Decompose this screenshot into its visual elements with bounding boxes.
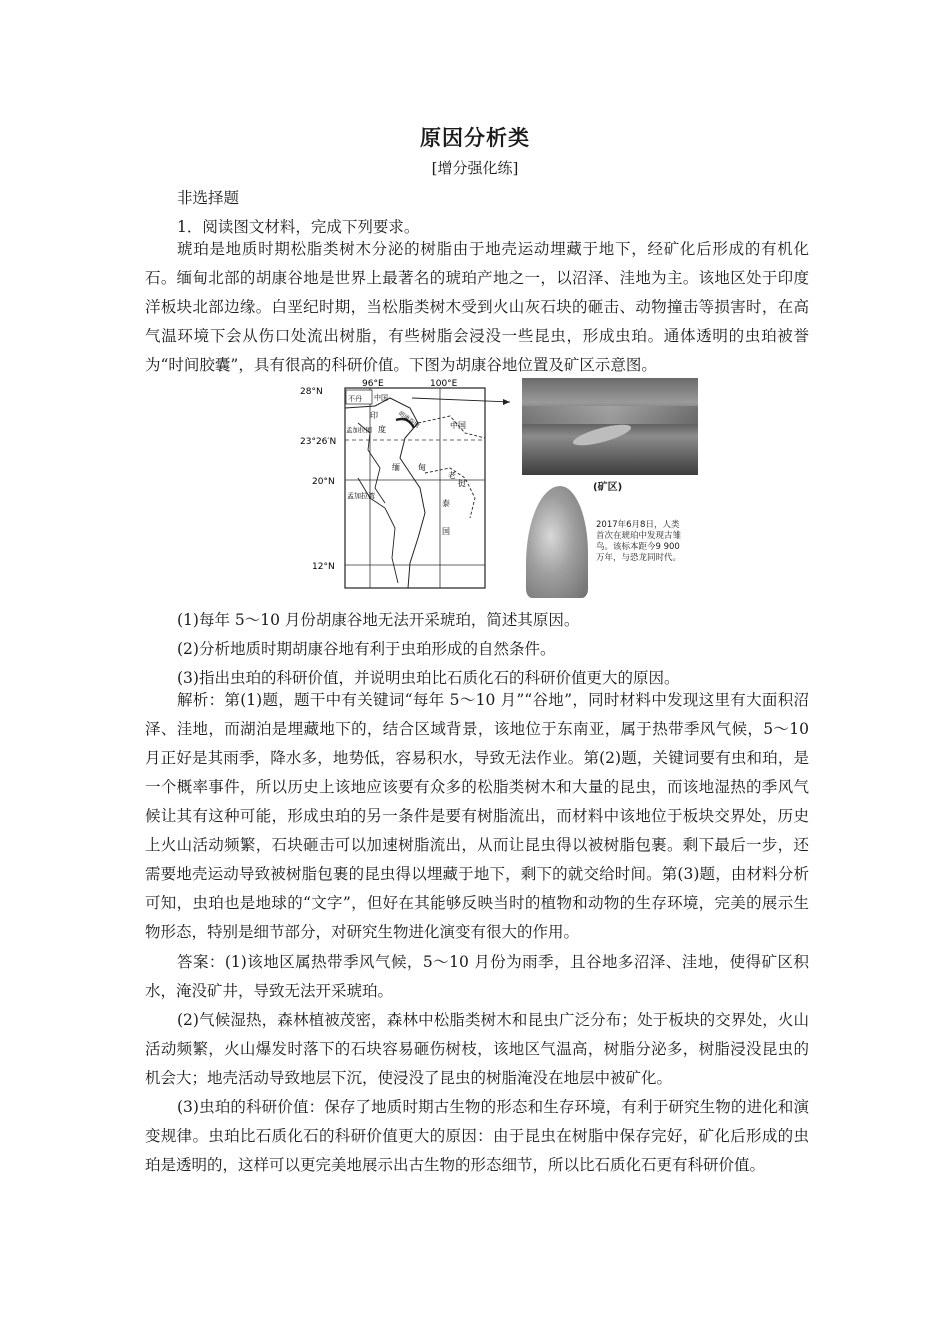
map-label-india-1: 印	[370, 411, 378, 420]
question-intro: 1．阅读图文材料，完成下列要求。	[177, 218, 420, 236]
map-label-bay-of-bengal: 孟加拉湾	[347, 492, 375, 500]
section-heading: 非选择题	[177, 189, 240, 207]
material-paragraph: 琥珀是地质时期松脂类树木分泌的树脂由于地壳运动埋藏于地下，经矿化后形成的有机化石。缅甸北部的胡康谷地是世界上最著名的琥珀产地之一，以沼泽、洼地为主。该地区处于印度洋板块北部边缘。白垩纪时期，当松脂类树木受到火山灰石块的砸击、动物撞击等损害时，在高气温环境下会从伤口处流出树脂，有些树脂会浸没一些昆虫，形成虫珀。通体透明的虫珀被誉为“时间胶囊”，具有很高的科研价值。下图为胡康谷地位置及矿区示意图。	[145, 240, 809, 374]
map-label-bangladesh: 孟加拉国	[346, 426, 372, 434]
map-graphic	[300, 378, 510, 598]
map-label-thailand-2: 国	[442, 527, 450, 536]
map-label-thailand-1: 泰	[442, 499, 450, 508]
question-2: (2)分析地质时期胡康谷地有利于虫珀形成的自然条件。	[177, 640, 556, 658]
map-label-hukawng: 胡康谷地	[396, 409, 421, 430]
map-label-india-2: 度	[378, 425, 386, 434]
question-1: (1)每年 5～10 月份胡康谷地无法开采琥珀，简述其原因。	[177, 611, 580, 629]
map-label-laos-1: 老	[448, 471, 456, 480]
mine-area-photo	[522, 378, 698, 475]
map-label-myanmar-1: 缅	[392, 463, 400, 472]
analysis-paragraph: 解析：第(1)题，题干中有关键词“每年 5～10 月”“谷地”，同时材料中发现这里有大面积沼泽、洼地，而湖泊是埋藏地下的，结合区域背景，该地位于东南亚，属于热带季风气候，5～10 月正好是其雨季，降水多，地势低，容易积水，导致无法作业。第(2)题，关键词要有虫和珀，是一个概率事件，所以历史上该地应该要有众多的松脂类树木和大量的昆虫，而该地湿热的季风气候让其有这种可能，形成虫珀的另一条件是要有树脂流出，而材料中该地位于板块交界处，历史上火山活动频繁，石块砸击可以加速树脂流出，从而让昆虫得以被树脂包裹。剩下最后一步，还需要地壳运动导致被树脂包裹的昆虫得以埋藏于地下，剩下的就交给时间。第(3)题，由材料分析可知，虫珀也是地球的“文字”，但好在其能够反映当时的植物和动物的生存环境，完美的展示生物形态，特别是细节部分，对研究生物进化演变有很大的作用。	[145, 691, 809, 941]
question-3: (3)指出虫珀的科研价值，并说明虫珀比石质化石的科研价值更大的原因。	[177, 669, 680, 687]
lat-label-28: 28°N	[300, 387, 323, 397]
map-hukawng-valley	[300, 378, 510, 598]
mine-area-caption: (矿区)	[593, 482, 623, 493]
amber-note: 2017年6月8日，人类首次在琥珀中发现古雏鸟。该标本距今9 900万年，与恐龙同时代。	[596, 520, 682, 563]
map-label-bhutan: 不丹	[348, 395, 362, 403]
lon-label-96: 96°E	[362, 379, 384, 389]
amber-fossil-photo	[526, 486, 588, 598]
lon-label-100: 100°E	[430, 379, 458, 389]
map-label-myanmar-2: 甸	[418, 463, 426, 472]
map-label-laos-2: 挝	[458, 479, 466, 488]
answer-3: (3)虫珀的科研价值：保存了地质时期古生物的形态和生存环境，有利于研究生物的进化和演变规律。虫珀比石质化石的科研价值更大的原因：由于昆虫在树脂中保存完好，矿化后形成的虫珀是透明的，这样可以更完美地展示出古生物的形态细节，所以比石质化石更有科研价值。	[145, 1098, 809, 1174]
lat-label-12: 12°N	[312, 562, 335, 572]
map-label-china-north: 中国	[374, 394, 388, 402]
lat-label-23: 23°26′N	[300, 437, 337, 447]
map-label-china-east: 中国	[450, 421, 466, 430]
figure-map-and-photos	[300, 378, 680, 598]
page-title: 原因分析类	[420, 125, 530, 150]
page-subtitle: [增分强化练]	[431, 159, 519, 177]
answer-1: 答案：(1)该地区属热带季风气候，5～10 月份为雨季，且谷地多沼泽、洼地，使得矿区积水，淹没矿井，导致无法开采琥珀。	[145, 953, 809, 1000]
lat-label-20: 20°N	[312, 477, 335, 487]
answer-2: (2)气候湿热，森林植被茂密，森林中松脂类树木和昆虫广泛分布；处于板块的交界处，火山活动频繁，火山爆发时落下的石块容易砸伤树枝，该地区气温高，树脂分泌多，树脂浸没昆虫的机会大；地壳活动导致地层下沉，使浸没了昆虫的树脂淹没在地层中被矿化。	[145, 1011, 809, 1087]
